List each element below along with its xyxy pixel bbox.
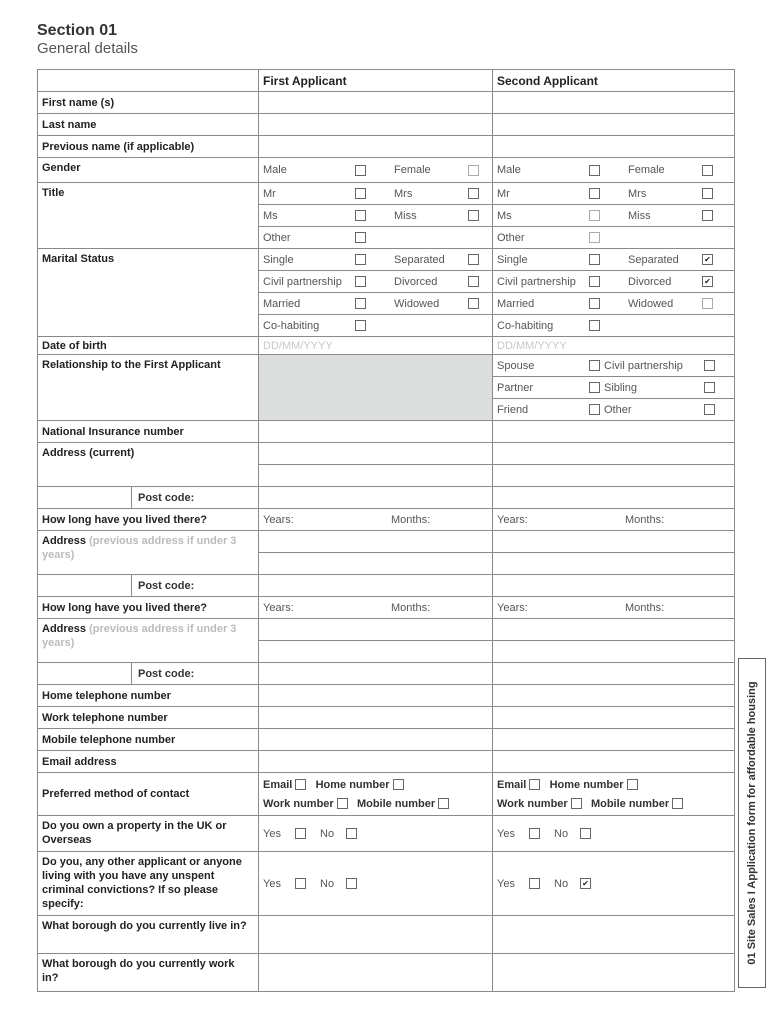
side-tab-text: 01 Site Sales I Application form for affordable housing: [746, 681, 758, 965]
rel-other-checkbox[interactable]: [704, 404, 715, 415]
marital-row-1: [259, 249, 493, 271]
ni-field-1[interactable]: [259, 421, 493, 443]
months-label: Months:: [391, 601, 431, 614]
borough-work-2[interactable]: [493, 954, 735, 992]
last-name-field-1[interactable]: [259, 114, 493, 136]
marital-row-2: [259, 271, 493, 293]
option-mr: Mr: [263, 187, 276, 200]
label-postcode: Post code:: [138, 667, 195, 680]
mr-checkbox[interactable]: [589, 188, 600, 199]
home-tel-2[interactable]: [493, 685, 735, 707]
label-relationship: Relationship to the First Applicant: [38, 355, 259, 421]
label-work-tel: Work telephone number: [38, 707, 259, 729]
label-mobile-tel: Mobile telephone number: [38, 729, 259, 751]
section-subtitle: General details: [37, 40, 138, 57]
own-property-1: [259, 816, 493, 852]
label-marital-status: Marital Status: [38, 249, 259, 337]
no-checkbox[interactable]: [580, 828, 591, 839]
first-name-field-1[interactable]: [259, 92, 493, 114]
relationship-row-3: [493, 399, 735, 421]
male-checkbox[interactable]: [589, 165, 600, 176]
option-sibling: Sibling: [604, 381, 638, 394]
label-ni: National Insurance number: [38, 421, 259, 443]
borough-live-2[interactable]: [493, 916, 735, 954]
label-dob: Date of birth: [38, 337, 259, 355]
cohabiting-checkbox[interactable]: [589, 320, 600, 331]
option-no: No: [554, 827, 569, 840]
postcode-row-prev2: [38, 663, 259, 685]
months-label: Months:: [625, 601, 665, 614]
label-postcode: Post code:: [138, 579, 195, 592]
contact-mobile-checkbox[interactable]: [438, 798, 449, 809]
option-no: No: [320, 877, 335, 890]
separated-checkbox[interactable]: [468, 254, 479, 265]
option-widowed: Widowed: [394, 297, 440, 310]
contact-mobile: Mobile number: [590, 797, 670, 810]
option-other: Other: [497, 231, 525, 244]
address-current-2a[interactable]: [493, 443, 735, 465]
address-prev2-2b[interactable]: [493, 641, 735, 663]
years-label: Years:: [497, 513, 528, 526]
contact-email: Email: [497, 778, 527, 791]
option-married: Married: [497, 297, 535, 310]
male-checkbox[interactable]: [355, 165, 366, 176]
option-civil: Civil partnership: [263, 275, 342, 288]
other-checkbox[interactable]: [355, 232, 366, 243]
label-convictions: Do you, any other applicant or anyone living with you have any unspent criminal convictions? If so please specify:: [38, 852, 259, 916]
civil-partnership-checkbox[interactable]: [704, 360, 715, 371]
first-name-field-2[interactable]: [493, 92, 735, 114]
title-row-1b: [493, 183, 735, 205]
dob-field-2[interactable]: DD/MM/YYYY: [493, 337, 735, 355]
option-separated: Separated: [628, 253, 679, 266]
other-checkbox[interactable]: [589, 232, 600, 243]
address-prev1-1a[interactable]: [259, 531, 493, 553]
married-checkbox[interactable]: [355, 298, 366, 309]
mrs-checkbox[interactable]: [468, 188, 479, 199]
divorced-checkbox-checked[interactable]: ✔: [702, 276, 713, 287]
postcode-row-current: [38, 487, 259, 509]
work-tel-2[interactable]: [493, 707, 735, 729]
address-current-2b[interactable]: [493, 465, 735, 487]
option-no: No: [320, 827, 335, 840]
ms-checkbox[interactable]: [589, 210, 600, 221]
work-tel-1[interactable]: [259, 707, 493, 729]
option-friend: Friend: [497, 403, 529, 416]
postcode-prev1-2[interactable]: [493, 575, 735, 597]
title-row-2b: [493, 205, 735, 227]
label-address-current: Address (current): [38, 443, 259, 487]
postcode-row-prev1: [38, 575, 259, 597]
address-prev2-1b[interactable]: [259, 641, 493, 663]
marital-row-3: [259, 293, 493, 315]
label-how-long: How long have you lived there?: [38, 509, 259, 531]
years-label: Years:: [263, 601, 294, 614]
title-row-2: [259, 205, 493, 227]
miss-checkbox[interactable]: [468, 210, 479, 221]
widowed-checkbox[interactable]: [468, 298, 479, 309]
address-prev-title: Address: [42, 623, 87, 635]
contact-email-checkbox[interactable]: [529, 779, 540, 790]
contact-home: Home number: [315, 778, 390, 791]
label-borough-live: What borough do you currently live in?: [38, 916, 259, 954]
side-tab: [738, 658, 766, 988]
option-rel-other: Other: [604, 403, 632, 416]
option-mr: Mr: [497, 187, 510, 200]
spouse-checkbox[interactable]: [589, 360, 600, 371]
option-male: Male: [263, 164, 287, 176]
address-prev-note: (previous address if under 3 years): [42, 535, 237, 561]
cohabiting-checkbox[interactable]: [355, 320, 366, 331]
postcode-current-1[interactable]: [259, 487, 493, 509]
how-long-2[interactable]: [493, 509, 735, 531]
contact-work-checkbox[interactable]: [337, 798, 348, 809]
address-current-1a[interactable]: [259, 443, 493, 465]
mr-checkbox[interactable]: [355, 188, 366, 199]
contact-work: Work number: [497, 797, 568, 810]
borough-live-1[interactable]: [259, 916, 493, 954]
header-blank: [38, 70, 259, 92]
contact-work: Work number: [263, 797, 334, 810]
label-address-previous: [38, 619, 259, 663]
own-property-2: [493, 816, 735, 852]
address-prev-note: (previous address if under 3 years): [42, 623, 237, 649]
label-title: Title: [38, 183, 259, 249]
contact-home-checkbox[interactable]: [627, 779, 638, 790]
preferred-contact-2: [493, 773, 735, 816]
contact-home: Home number: [549, 778, 624, 791]
label-last-name: Last name: [38, 114, 259, 136]
address-current-1b[interactable]: [259, 465, 493, 487]
option-single: Single: [263, 253, 294, 266]
previous-name-field-1[interactable]: [259, 136, 493, 158]
years-label: Years:: [263, 513, 294, 526]
option-ms: Ms: [497, 209, 512, 222]
label-gender: Gender: [38, 158, 259, 183]
home-tel-1[interactable]: [259, 685, 493, 707]
contact-email-checkbox[interactable]: [295, 779, 306, 790]
civil-checkbox[interactable]: [589, 276, 600, 287]
address-prev1-2a[interactable]: [493, 531, 735, 553]
option-male: Male: [497, 164, 521, 176]
relationship-row-2: [493, 377, 735, 399]
email-1[interactable]: [259, 751, 493, 773]
label-previous-name: Previous name (if applicable): [38, 136, 259, 158]
ni-field-2[interactable]: [493, 421, 735, 443]
no-checkbox-checked[interactable]: ✔: [580, 878, 591, 889]
sibling-checkbox[interactable]: [704, 382, 715, 393]
convictions-1: [259, 852, 493, 916]
no-checkbox[interactable]: [346, 828, 357, 839]
miss-checkbox[interactable]: [702, 210, 713, 221]
option-yes: Yes: [497, 877, 515, 890]
address-prev2-1a[interactable]: [259, 619, 493, 641]
option-civil-partnership: Civil partnership: [604, 359, 683, 372]
label-first-name: First name (s): [38, 92, 259, 114]
header-first-applicant: First Applicant: [259, 70, 493, 92]
option-cohabiting: Co-habiting: [263, 319, 320, 332]
convictions-2: [493, 852, 735, 916]
email-2[interactable]: [493, 751, 735, 773]
option-mrs: Mrs: [628, 187, 647, 200]
ms-checkbox[interactable]: [355, 210, 366, 221]
gender-options-1: [259, 158, 493, 183]
title-row-3b: [493, 227, 735, 249]
gender-options-2: [493, 158, 735, 183]
title-row-3: [259, 227, 493, 249]
option-partner: Partner: [497, 381, 534, 394]
label-email: Email address: [38, 751, 259, 773]
option-miss: Miss: [394, 209, 417, 222]
yes-checkbox[interactable]: [529, 828, 540, 839]
option-female: Female: [394, 164, 431, 176]
months-label: Months:: [625, 513, 665, 526]
marital-row-3b: [493, 293, 735, 315]
option-widowed: Widowed: [628, 297, 674, 310]
option-female: Female: [628, 164, 665, 176]
female-checkbox[interactable]: [468, 165, 479, 176]
address-prev-title: Address: [42, 535, 87, 547]
option-miss: Miss: [628, 209, 651, 222]
label-preferred-contact: Preferred method of contact: [38, 773, 259, 816]
option-cohabiting: Co-habiting: [497, 319, 554, 332]
contact-email: Email: [263, 778, 293, 791]
option-other: Other: [263, 231, 291, 244]
postcode-prev1-1[interactable]: [259, 575, 493, 597]
option-married: Married: [263, 297, 301, 310]
address-prev1-1b[interactable]: [259, 553, 493, 575]
option-separated: Separated: [394, 253, 445, 266]
option-spouse: Spouse: [497, 359, 535, 372]
preferred-contact-1: [259, 773, 493, 816]
single-checkbox[interactable]: [589, 254, 600, 265]
option-divorced: Divorced: [628, 275, 672, 288]
marital-row-1b: [493, 249, 735, 271]
label-address-previous: [38, 531, 259, 575]
yes-checkbox[interactable]: [295, 828, 306, 839]
separated-checkbox-checked[interactable]: ✔: [702, 254, 713, 265]
mobile-tel-1[interactable]: [259, 729, 493, 751]
marital-row-4: [259, 315, 493, 337]
partner-checkbox[interactable]: [589, 382, 600, 393]
single-checkbox[interactable]: [355, 254, 366, 265]
address-prev2-2a[interactable]: [493, 619, 735, 641]
option-mrs: Mrs: [394, 187, 413, 200]
friend-checkbox[interactable]: [589, 404, 600, 415]
address-prev1-2b[interactable]: [493, 553, 735, 575]
contact-home-checkbox[interactable]: [393, 779, 404, 790]
female-checkbox[interactable]: [702, 165, 713, 176]
option-ms: Ms: [263, 209, 278, 222]
dob-field-1[interactable]: DD/MM/YYYY: [259, 337, 493, 355]
previous-name-field-2[interactable]: [493, 136, 735, 158]
postcode-current-2[interactable]: [493, 487, 735, 509]
option-no: No: [554, 877, 569, 890]
months-label: Months:: [391, 513, 431, 526]
relationship-disabled-cell: [259, 355, 493, 421]
contact-work-checkbox[interactable]: [571, 798, 582, 809]
option-civil: Civil partnership: [497, 275, 576, 288]
civil-checkbox[interactable]: [355, 276, 366, 287]
postcode-prev2-1[interactable]: [259, 663, 493, 685]
contact-mobile: Mobile number: [356, 797, 436, 810]
option-yes: Yes: [263, 827, 281, 840]
mrs-checkbox[interactable]: [702, 188, 713, 199]
mobile-tel-2[interactable]: [493, 729, 735, 751]
borough-work-1[interactable]: [259, 954, 493, 992]
general-details-form: [37, 69, 735, 992]
label-postcode: Post code:: [138, 491, 195, 504]
how-long-prev1-1[interactable]: [259, 597, 493, 619]
section-title: Section 01: [37, 22, 118, 39]
marital-row-2b: [493, 271, 735, 293]
how-long-1[interactable]: [259, 509, 493, 531]
postcode-prev2-2[interactable]: [493, 663, 735, 685]
label-own-property: Do you own a property in the UK or Overseas: [38, 816, 259, 852]
option-yes: Yes: [497, 827, 515, 840]
label-how-long: How long have you lived there?: [38, 597, 259, 619]
label-home-tel: Home telephone number: [38, 685, 259, 707]
widowed-checkbox[interactable]: [702, 298, 713, 309]
last-name-field-2[interactable]: [493, 114, 735, 136]
option-yes: Yes: [263, 877, 281, 890]
header-second-applicant: Second Applicant: [493, 70, 735, 92]
married-checkbox[interactable]: [589, 298, 600, 309]
title-row-1: [259, 183, 493, 205]
years-label: Years:: [497, 601, 528, 614]
option-divorced: Divorced: [394, 275, 438, 288]
marital-row-4b: [493, 315, 735, 337]
divorced-checkbox[interactable]: [468, 276, 479, 287]
no-checkbox[interactable]: [346, 878, 357, 889]
yes-checkbox[interactable]: [529, 878, 540, 889]
yes-checkbox[interactable]: [295, 878, 306, 889]
option-single: Single: [497, 253, 528, 266]
label-borough-work: What borough do you currently work in?: [38, 954, 259, 992]
contact-mobile-checkbox[interactable]: [672, 798, 683, 809]
relationship-row-1: [493, 355, 735, 377]
how-long-prev1-2[interactable]: [493, 597, 735, 619]
